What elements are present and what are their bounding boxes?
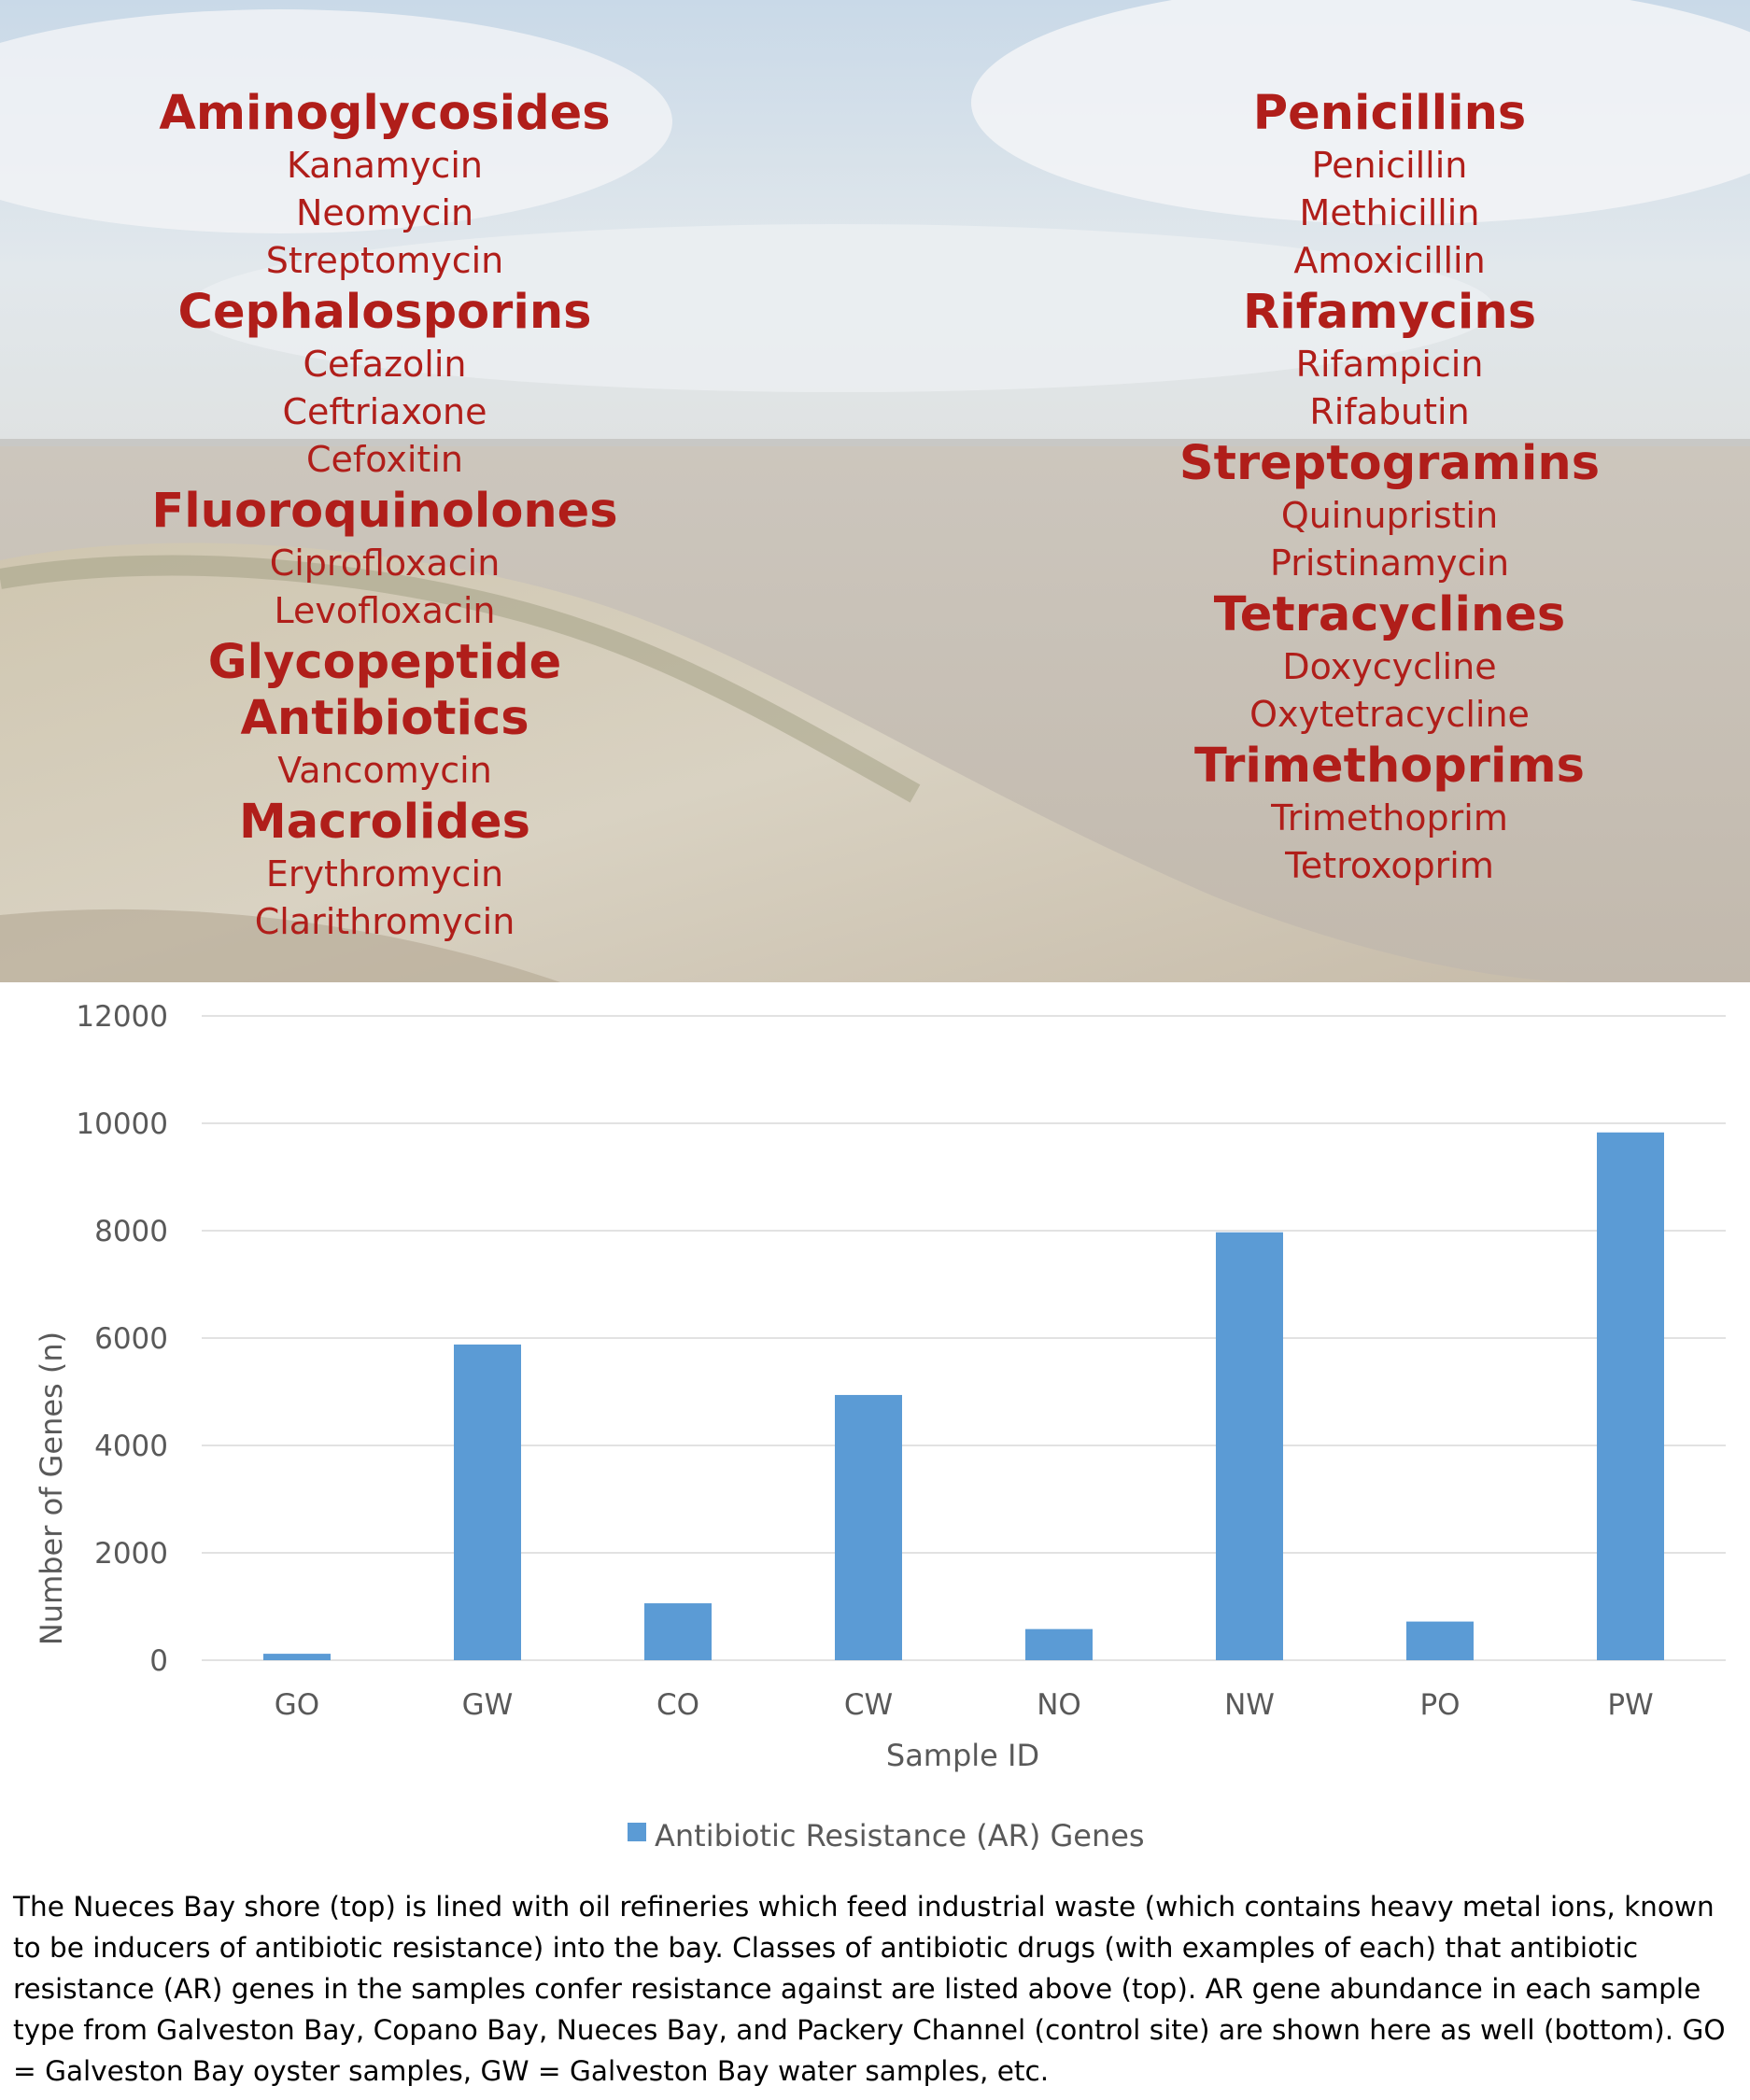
antibiotic-class-title: Fluoroquinolones: [151, 484, 618, 539]
x-tick-label: GW: [461, 1688, 514, 1722]
antibiotic-class-title: Penicillins: [1252, 86, 1527, 141]
antibiotic-drug: Ceftriaxone: [282, 391, 487, 432]
y-tick-label: 4000: [94, 1430, 168, 1463]
x-axis-label: Sample ID: [885, 1738, 1040, 1773]
ar-genes-bar-chart: [0, 982, 1750, 1851]
antibiotic-drug: Cefazolin: [303, 344, 467, 385]
antibiotic-drug: Neomycin: [295, 192, 474, 233]
x-tick-label: CW: [843, 1688, 894, 1722]
antibiotic-drug: Trimethoprim: [1271, 797, 1508, 839]
x-axis-ticks: [275, 1688, 1654, 1722]
x-tick-label: PW: [1607, 1688, 1654, 1722]
antibiotic-classes-right: [1091, 86, 1688, 890]
antibiotic-drug: Rifabutin: [1309, 391, 1470, 432]
antibiotic-drug: Doxycycline: [1282, 646, 1497, 687]
shore-photo: [0, 0, 1750, 982]
legend-label: Antibiotic Resistance (AR) Genes: [655, 1818, 1145, 1851]
bar-go: [263, 1654, 331, 1660]
antibiotic-drug: Rifampicin: [1295, 344, 1484, 385]
antibiotic-classes-left: [86, 86, 684, 946]
antibiotic-drug: Tetroxoprim: [1285, 845, 1494, 886]
y-axis-label: Number of Genes (n): [34, 1331, 69, 1646]
antibiotic-drug: Oxytetracycline: [1249, 694, 1530, 735]
x-tick-label: PO: [1419, 1688, 1461, 1722]
antibiotic-drug: Vancomycin: [277, 750, 492, 791]
antibiotic-class-title: Trimethoprims: [1194, 739, 1585, 794]
bar-co: [644, 1603, 712, 1660]
y-tick-label: 8000: [94, 1215, 168, 1248]
bar-pw: [1597, 1133, 1664, 1660]
y-tick-label: 10000: [76, 1107, 168, 1141]
x-tick-label: CO: [656, 1688, 700, 1722]
antibiotic-drug: Levofloxacin: [274, 590, 496, 631]
antibiotic-class-title: Tetracyclines: [1213, 587, 1566, 642]
antibiotic-class-title: Rifamycins: [1242, 285, 1537, 340]
antibiotic-drug: Kanamycin: [287, 145, 483, 186]
bar-nw: [1216, 1233, 1283, 1660]
figure-caption: The Nueces Bay shore (top) is lined with oil refineries which feed industrial waste (which contains heavy metal ions, known to be inducers of antibiotic resistance) into the bay. Classes of antibiotic drugs (with examples of each) that antibiotic resistance (AR) genes in the samples confer resistance against are listed above (top). AR gene abundance in each sample type from Galveston Bay, Copano Bay, Nueces Bay, and Packery Channel (control site) are shown here as well (bottom). GO = Galveston Bay oyster samples, GW = Galveston Bay water samples, etc.: [13, 1891, 1726, 2087]
y-tick-label: 12000: [76, 1000, 168, 1034]
antibiotic-drug: Quinupristin: [1280, 495, 1499, 536]
x-tick-label: NW: [1224, 1688, 1275, 1722]
bar-gw: [454, 1345, 521, 1660]
antibiotic-drug: Pristinamycin: [1269, 543, 1510, 584]
y-tick-label: 6000: [94, 1322, 168, 1356]
antibiotic-drug: Ciprofloxacin: [269, 543, 501, 584]
antibiotic-drug: Erythromycin: [265, 853, 504, 895]
bar-po: [1406, 1622, 1474, 1660]
chart-legend: [628, 1818, 1145, 1851]
legend-swatch: [628, 1823, 646, 1841]
antibiotic-class-title: Aminoglycosides: [159, 86, 611, 141]
x-tick-label: NO: [1037, 1688, 1081, 1722]
antibiotic-drug: Cefoxitin: [306, 439, 463, 480]
y-tick-label: 0: [149, 1644, 168, 1678]
chart-bars: [263, 1133, 1664, 1660]
bar-no: [1025, 1629, 1093, 1660]
chart-gridlines: [202, 1016, 1726, 1660]
antibiotic-class-title: Glycopeptide Antibiotics: [207, 635, 562, 746]
y-tick-label: 2000: [94, 1537, 168, 1571]
antibiotic-class-title: Cephalosporins: [177, 285, 592, 340]
x-tick-label: GO: [274, 1688, 320, 1722]
antibiotic-drug: Methicillin: [1299, 192, 1480, 233]
antibiotic-drug: Amoxicillin: [1293, 240, 1486, 281]
bar-cw: [835, 1395, 902, 1660]
antibiotic-drug: Clarithromycin: [254, 901, 515, 942]
antibiotic-drug: Penicillin: [1311, 145, 1468, 186]
antibiotic-drug: Streptomycin: [265, 240, 504, 281]
y-axis-ticks: [76, 1000, 168, 1678]
antibiotic-class-title: Macrolides: [238, 795, 530, 850]
antibiotic-class-title: Streptogramins: [1178, 436, 1601, 491]
